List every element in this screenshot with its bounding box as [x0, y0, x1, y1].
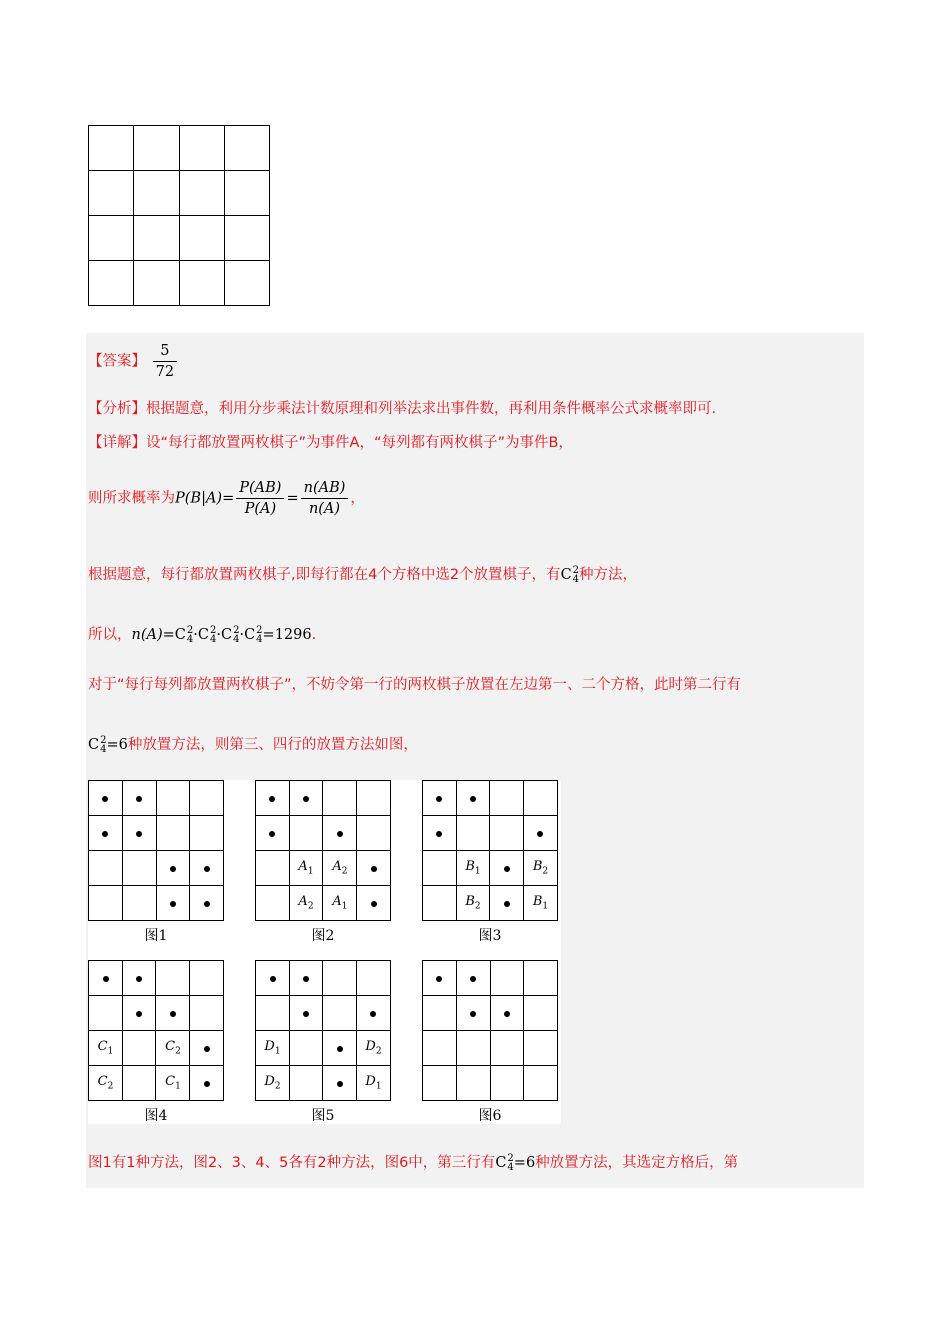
- grid-cell: [190, 1066, 224, 1101]
- grid-cell: [256, 996, 290, 1031]
- grid-cell: [423, 851, 457, 886]
- piece-dot: [337, 1046, 343, 1052]
- piece-dot: [170, 901, 176, 907]
- piece-dot: [136, 796, 142, 802]
- cell-label: $B_2$: [465, 894, 481, 912]
- figure-1: [88, 780, 224, 945]
- combination: C 2 4: [560, 565, 580, 585]
- piece-dot: [436, 831, 442, 837]
- grid-cell: [290, 1066, 323, 1101]
- grid-cell: [456, 961, 490, 996]
- grid-cell: [523, 816, 557, 851]
- grid-cell: [156, 851, 190, 886]
- six-methods-line: C 2 4 =6种放置方法，则第三、四行的放置方法如图，: [88, 735, 418, 755]
- piece-dot: [337, 1081, 343, 1087]
- grid-cell: [490, 961, 524, 996]
- grid-cell: [190, 781, 224, 816]
- grid-cell: [122, 816, 156, 851]
- grid-cell: [156, 1031, 190, 1066]
- piece-dot: [103, 976, 109, 982]
- cell-label: $D_2$: [365, 1039, 382, 1057]
- grid-cell: [89, 816, 123, 851]
- grid-cell: [190, 961, 224, 996]
- cell-label: $C_1$: [165, 1074, 181, 1092]
- grid-cell: [524, 1066, 558, 1101]
- figure-caption: 图4: [144, 1108, 168, 1124]
- grid-cell: [490, 1066, 524, 1101]
- piece-dot: [102, 831, 108, 837]
- piece-dot: [371, 866, 377, 872]
- grid-cell: [89, 961, 123, 996]
- figure-caption: 图2: [311, 928, 335, 944]
- grid-cell: [357, 886, 391, 921]
- grid-cell: [523, 851, 557, 886]
- grid-cell: [323, 851, 357, 886]
- grid-cell: [524, 961, 558, 996]
- grid-cell: [256, 781, 290, 816]
- grid-cell: [423, 1031, 457, 1066]
- grid-cell: [290, 996, 323, 1031]
- grid-cell: [190, 851, 224, 886]
- grid-cell: [123, 961, 156, 996]
- piece-dot: [136, 976, 142, 982]
- grid-cell: [89, 1031, 123, 1066]
- figure-5: [255, 960, 391, 1125]
- piece-dot: [270, 976, 276, 982]
- piece-dot: [136, 831, 142, 837]
- cell-label: $C_2$: [97, 1074, 114, 1092]
- grid-cell: [289, 816, 323, 851]
- grid-cell: [423, 886, 457, 921]
- grid-cell: [122, 851, 156, 886]
- grid-cell: [356, 961, 390, 996]
- grid-cell: [423, 816, 457, 851]
- grid-cell: [256, 1066, 290, 1101]
- grid-cell: [156, 886, 190, 921]
- figure-grid: [255, 960, 391, 1101]
- grid-cell: [289, 781, 323, 816]
- figure-caption: 图5: [311, 1108, 335, 1124]
- empty-4x4-grid: [88, 125, 270, 306]
- figures-panel: [88, 780, 561, 1124]
- grid-cell: [423, 961, 457, 996]
- piece-dot: [504, 1011, 510, 1017]
- grid-cell: [123, 1031, 156, 1066]
- conditional-probability: P(B|A): [175, 490, 223, 507]
- cell-label: $B_1$: [532, 894, 549, 912]
- grid-cell: [323, 1066, 356, 1101]
- piece-dot: [537, 831, 543, 837]
- figure-grid: [88, 780, 224, 921]
- cell-label: $A_1$: [298, 859, 314, 877]
- cell-label: $B_2$: [532, 859, 549, 877]
- grid-cell: [323, 961, 356, 996]
- figure-caption: 图3: [478, 928, 502, 944]
- piece-dot: [470, 976, 476, 982]
- grid-cell: [357, 781, 391, 816]
- grid-cell: [156, 1066, 190, 1101]
- piece-dot: [504, 866, 510, 872]
- grid-cell: [523, 781, 557, 816]
- grid-cell: [256, 886, 290, 921]
- grid-cell: [356, 1066, 390, 1101]
- grid-cell: [456, 816, 490, 851]
- analysis-line: [88, 397, 716, 418]
- grid-cell: [289, 851, 323, 886]
- grid-cell: [89, 1066, 123, 1101]
- piece-dot: [303, 1011, 309, 1017]
- grid-cell: [323, 996, 356, 1031]
- answer-label: 【答案】: [88, 353, 146, 370]
- piece-dot: [371, 901, 377, 907]
- piece-dot: [204, 866, 210, 872]
- grid-cell: [524, 996, 558, 1031]
- cell-label: $D_1$: [264, 1039, 281, 1057]
- probability-fraction: $\frac{P(AB)}{P(A)}$: [236, 478, 284, 519]
- piece-dot: [269, 796, 275, 802]
- grid-cell: [456, 996, 490, 1031]
- figure-6: [422, 960, 558, 1125]
- grid-cell: [256, 851, 290, 886]
- cell-label: $A_1$: [332, 894, 348, 912]
- grid-cell: [323, 1031, 356, 1066]
- grid-cell: [456, 886, 490, 921]
- analysis-label: 【分析】: [88, 401, 146, 417]
- grid-cell: [523, 886, 557, 921]
- grid-cell: [490, 996, 524, 1031]
- piece-dot: [170, 1011, 176, 1017]
- piece-dot: [204, 901, 210, 907]
- detail-label: 【详解】: [88, 435, 146, 451]
- piece-dot: [337, 831, 343, 837]
- grid-cell: [290, 961, 323, 996]
- piece-dot: [136, 1011, 142, 1017]
- grid-cell: [456, 1031, 490, 1066]
- grid-cell: [190, 1031, 224, 1066]
- figure-caption: 图1: [144, 928, 168, 944]
- figure-2: [255, 780, 391, 945]
- answer-fraction: $\frac{5}{72}$: [153, 341, 177, 382]
- grid-cell: [156, 781, 190, 816]
- piece-dot: [436, 976, 442, 982]
- piece-dot: [436, 796, 442, 802]
- grid-cell: [490, 781, 524, 816]
- grid-cell: [156, 816, 190, 851]
- cell-label: $A_2$: [332, 859, 348, 877]
- cell-label: $C_2$: [165, 1039, 181, 1057]
- piece-dot: [370, 1011, 376, 1017]
- grid-cell: [323, 886, 357, 921]
- grid-cell: [456, 851, 490, 886]
- count-fraction: $\frac{n(AB)}{n(A)}$: [301, 478, 349, 519]
- grid-cell: [357, 816, 391, 851]
- grid-cell: [456, 781, 490, 816]
- grid-cell: [356, 1031, 390, 1066]
- piece-dot: [470, 796, 476, 802]
- grid-cell: [89, 886, 123, 921]
- grid-cell: [490, 886, 524, 921]
- grid-cell: [123, 1066, 156, 1101]
- grid-cell: [290, 1031, 323, 1066]
- row-choice-line: 根据题意，每行都放置两枚棋子,即每行都在4个方格中选2个放置棋子，有C 2 4 种方法，: [88, 565, 638, 585]
- detail-text: 设“每行都放置两枚棋子”为事件A，“每列都有两枚棋子”为事件B，: [146, 435, 573, 451]
- figure-4: [88, 960, 224, 1125]
- piece-dot: [303, 796, 309, 802]
- piece-dot: [170, 866, 176, 872]
- piece-dot: [102, 796, 108, 802]
- figure-grid: [255, 780, 391, 921]
- figure-3: [422, 780, 558, 945]
- piece-dot: [470, 1011, 476, 1017]
- grid-cell: [256, 961, 290, 996]
- grid-cell: [190, 816, 224, 851]
- grid-cell: [490, 1031, 524, 1066]
- figure-grid: [422, 780, 558, 921]
- grid-cell: [456, 1066, 490, 1101]
- grid-cell: [524, 1031, 558, 1066]
- grid-cell: [156, 996, 190, 1031]
- cell-label: $D_1$: [365, 1074, 382, 1092]
- piece-dot: [269, 831, 275, 837]
- grid-cell: [89, 781, 123, 816]
- grid-cell: [423, 781, 457, 816]
- cell-label: $D_2$: [264, 1074, 281, 1092]
- grid-cell: [357, 851, 391, 886]
- cell-label: $C_1$: [97, 1039, 114, 1057]
- grid-cell: [156, 961, 190, 996]
- grid-cell: [356, 996, 390, 1031]
- piece-dot: [303, 976, 309, 982]
- grid-cell: [190, 886, 224, 921]
- cell-label: $A_2$: [298, 894, 314, 912]
- piece-dot: [204, 1046, 210, 1052]
- grid-cell: [323, 816, 357, 851]
- final-line: 图1有1种方法，图2、3、4、5各有2种方法，图6中，第三行有C 2 4 =6种放置方法，其选定方格后，第: [88, 1153, 739, 1173]
- piece-dot: [204, 1081, 210, 1087]
- analysis-text: 根据题意，利用分步乘法计数原理和列举法求出事件数，再利用条件概率公式求概率即可.: [146, 401, 717, 417]
- grid-cell: [490, 851, 524, 886]
- piece-dot: [504, 901, 510, 907]
- grid-cell: [490, 816, 524, 851]
- grid-cell: [122, 886, 156, 921]
- cell-label: $B_1$: [465, 859, 481, 877]
- grid-cell: [256, 816, 290, 851]
- detail-line: [88, 431, 573, 452]
- answer-line: [88, 341, 179, 382]
- figure-grid: [422, 960, 558, 1101]
- grid-cell: [190, 996, 224, 1031]
- count-nA-line: 所以，n(A)=C 2 4 ·C 2 4 ·C 2 4 ·C 2 4 =1296.: [88, 625, 317, 645]
- probability-formula-line: 则所求概率为P(B|A)= $\frac{P(AB)}{P(A)}$ = $\frac{n(AB)}{n(A)}$ ，: [88, 480, 365, 517]
- each-row-col-line: 对于“每行每列都放置两枚棋子”，不妨令第一行的两枚棋子放置在左边第一、二个方格，此时第二行有: [88, 677, 742, 693]
- grid-cell: [423, 996, 457, 1031]
- grid-cell: [423, 1066, 457, 1101]
- grid-cell: [256, 1031, 290, 1066]
- grid-cell: [123, 996, 156, 1031]
- grid-cell: [289, 886, 323, 921]
- solution-panel: [86, 333, 864, 1188]
- grid-cell: [122, 781, 156, 816]
- figure-grid: [88, 960, 224, 1101]
- figure-caption: 图6: [478, 1108, 502, 1124]
- grid-cell: [323, 781, 357, 816]
- grid-cell: [89, 996, 123, 1031]
- grid-cell: [89, 851, 123, 886]
